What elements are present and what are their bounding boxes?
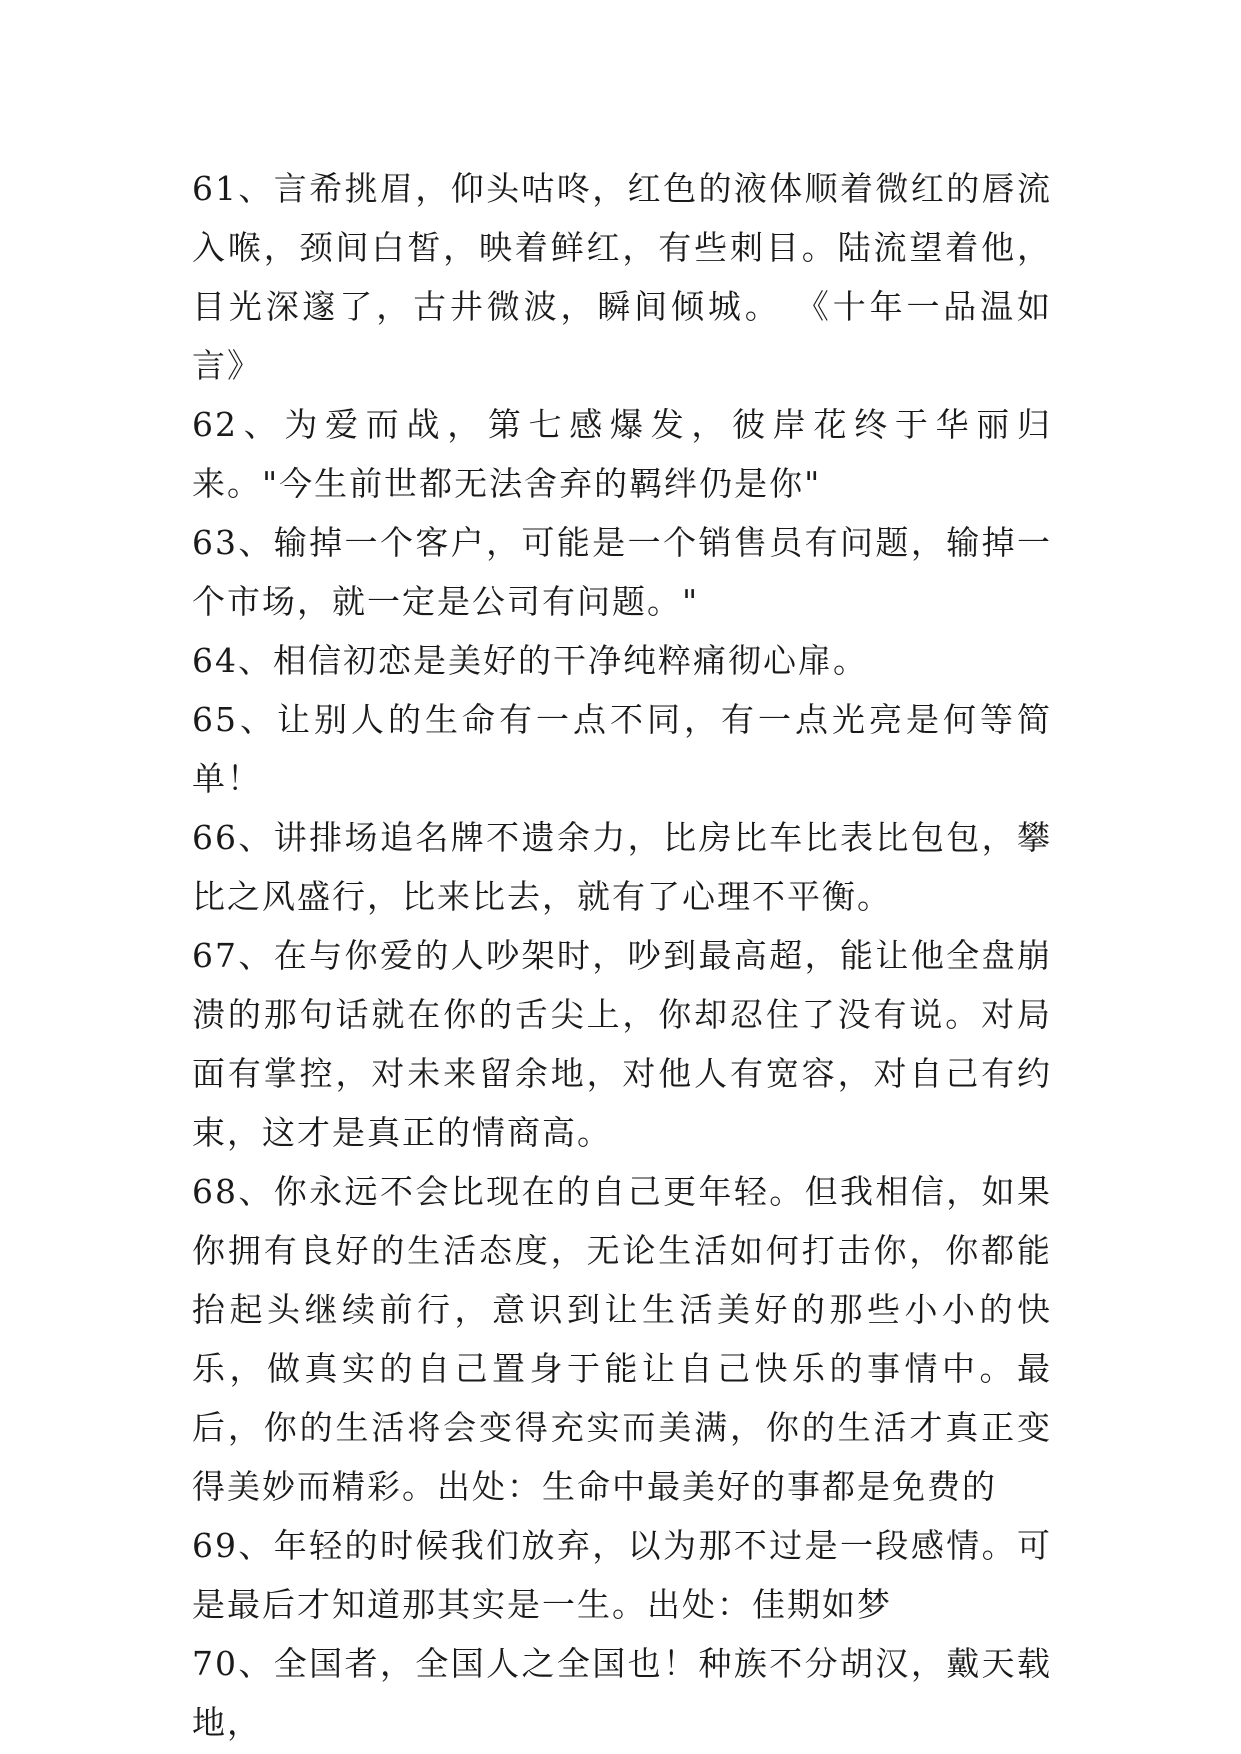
quote-entry-70: 70、全国者，全国人之全国也！种族不分胡汉，戴天载地， <box>192 1644 1052 1742</box>
quote-entry-64: 64、相信初恋是美好的干净纯粹痛彻心扉。 <box>192 641 868 680</box>
quote-entry-67: 67、在与你爱的人吵架时，吵到最高超，能让他全盘崩溃的那句话就在你的舌尖上，你却忍住了没有说。对局面有掌控，对未来留余地，对他人有宽容，对自己有约束，这才是真正的情商高。 <box>192 936 1052 1152</box>
quote-entry-69: 69、年轻的时候我们放弃，以为那不过是一段感情。可是最后才知道那其实是一生。出处：佳期如梦 <box>192 1526 1052 1624</box>
document-body <box>192 159 1052 1752</box>
quote-entry-68: 68、你永远不会比现在的自己更年轻。但我相信，如果你拥有良好的生活态度，无论生活如何打击你，你都能抬起头继续前行，意识到让生活美好的那些小小的快乐，做真实的自己置身于能让自己快乐的事情中。最后，你的生活将会变得充实而美满，你的生活才真正变得美妙而精彩。出处：生命中最美好的事都是免费的 <box>192 1172 1052 1506</box>
quote-entry-62: 62、为爱而战，第七感爆发，彼岸花终于华丽归来。"今生前世都无法舍弃的羁绊仍是你" <box>192 405 1052 503</box>
quote-entry-61: 61、言希挑眉，仰头咕咚，红色的液体顺着微红的唇流入喉，颈间白皙，映着鲜红，有些刺目。陆流望着他，目光深邃了，古井微波，瞬间倾城。 《十年一品温如言》 <box>192 169 1052 385</box>
quote-entry-66: 66、讲排场追名牌不遗余力，比房比车比表比包包，攀比之风盛行，比来比去，就有了心理不平衡。 <box>192 818 1052 916</box>
quote-entry-65: 65、让别人的生命有一点不同，有一点光亮是何等简单！ <box>192 700 1052 798</box>
quote-entry-63: 63、输掉一个客户，可能是一个销售员有问题，输掉一个市场，就一定是公司有问题。" <box>192 523 1052 621</box>
